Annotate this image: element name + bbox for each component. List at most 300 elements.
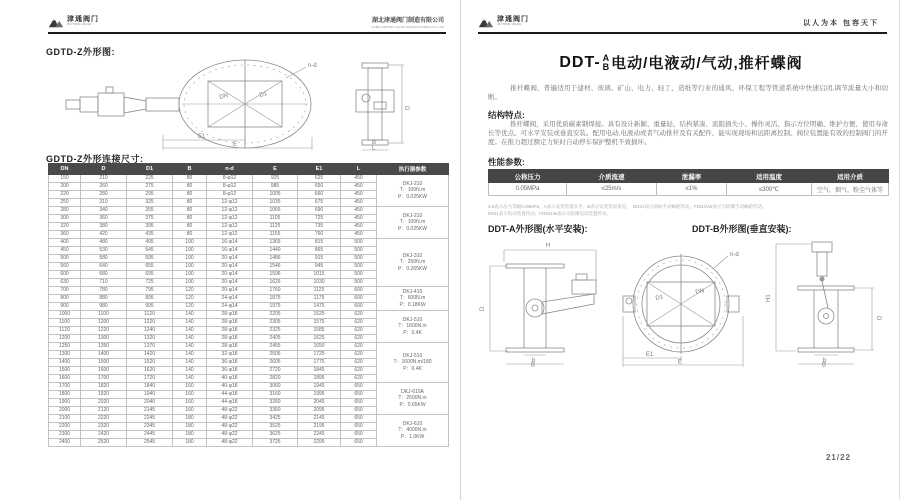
table-cell: 650	[341, 423, 377, 431]
logo-subtext: JIN TONG VALVE	[67, 22, 91, 26]
table-cell: 160	[173, 391, 207, 399]
table-cell: 1000	[49, 311, 81, 319]
table-cell: 1575	[298, 319, 341, 327]
logo-name: 津通阀门	[67, 16, 99, 23]
params-heading: 性能参数:	[488, 157, 525, 167]
actuator-params-cell: DKJ-610 T：4000N.m P：1.0KW	[377, 415, 449, 447]
table-cell: 2505	[253, 351, 298, 359]
intro-text: 推杆蝶阀，普遍适用于建材、玻璃、矿山、电力、轻工、造纸等行业的通风、环保工程等管道系统中快速启闭,调节流量大小和切断。	[488, 85, 888, 101]
table-cell: 3160	[253, 391, 298, 399]
table-cell: 2100	[49, 415, 81, 423]
table-cell: 600	[341, 295, 377, 303]
dim-c-h1: H1	[766, 294, 772, 302]
table-cell: 1155	[253, 231, 298, 239]
table-cell: 450	[341, 215, 377, 223]
table-cell: 1620	[127, 367, 173, 375]
dim-f-e1: E1	[646, 352, 654, 358]
perf-value-cell: ≤25m/s	[567, 183, 657, 196]
table-cell: 1240	[127, 327, 173, 335]
table-cell: 3525	[253, 423, 298, 431]
perf-column-header: 介质流速	[567, 170, 657, 183]
slogan-block	[803, 20, 879, 29]
table-cell: 1520	[127, 359, 173, 367]
table-cell: 945	[298, 263, 341, 271]
footnotes	[488, 203, 888, 217]
table-cell: 2720	[253, 367, 298, 375]
table-cell: 24-φ14	[207, 303, 253, 311]
logo-name: 津通阀门	[497, 16, 529, 23]
table-cell: 12-φ12	[207, 207, 253, 215]
table-cell: 12-φ12	[207, 199, 253, 207]
performance-table	[488, 169, 889, 196]
dim-a-b-small: b	[532, 358, 536, 364]
perf-value-cell: ≤300℃	[727, 183, 812, 196]
logo-text-block	[67, 16, 99, 26]
table-cell: 1015	[298, 271, 341, 279]
company-logo	[48, 16, 99, 29]
table-cell: 895	[127, 295, 173, 303]
actuator-params-cell: DKJ-310 T：250N.m P：0.265KW	[377, 239, 449, 287]
table-cell: 1125	[298, 287, 341, 295]
table-cell: 1920	[81, 391, 127, 399]
table-cell: 450	[341, 175, 377, 183]
dim-f-nd: n-d	[730, 252, 739, 258]
table-cell: 620	[341, 343, 377, 351]
dim-a-h: H	[546, 243, 551, 249]
column-header: L	[341, 164, 377, 175]
table-cell: 16-φ14	[207, 247, 253, 255]
table-cell: 1546	[253, 263, 298, 271]
table-cell: 2145	[298, 415, 341, 423]
table-cell: 980	[81, 303, 127, 311]
table-cell: 700	[49, 287, 81, 295]
dim-label-e: E	[233, 142, 238, 148]
table-cell: 2820	[253, 375, 298, 383]
table-cell: 1400	[81, 351, 127, 359]
dim-f-d1: D1	[655, 294, 664, 302]
table-cell: 695	[127, 271, 173, 279]
gdtd-z-drawing	[50, 57, 442, 151]
table-cell: 80	[173, 207, 207, 215]
table-cell: 1220	[81, 327, 127, 335]
table-cell: 2095	[298, 407, 341, 415]
table-cell: 200	[49, 183, 81, 191]
table-cell: 16-φ14	[207, 239, 253, 247]
table-cell: 650	[341, 431, 377, 439]
table-cell: 24-φ14	[207, 295, 253, 303]
table-cell: 1875	[253, 295, 298, 303]
table-cell: 1775	[298, 359, 341, 367]
table-cell: 8-φ12	[207, 191, 253, 199]
table-cell: 360	[81, 215, 127, 223]
column-header: n-d	[207, 164, 253, 175]
table-cell: 760	[298, 231, 341, 239]
table-cell: 2405	[253, 335, 298, 343]
table-cell: 630	[49, 279, 81, 287]
header-rule	[48, 32, 446, 34]
dim-c-b-small: b	[823, 358, 827, 364]
table-cell: 2040	[127, 399, 173, 407]
table-cell: 1700	[49, 383, 81, 391]
drawing-a-title: DDT-A外形图(水平安装):	[488, 224, 588, 234]
header-rule	[478, 32, 887, 34]
table-cell: 12-φ12	[207, 231, 253, 239]
table-cell: 140	[173, 319, 207, 327]
page-number: 21/22	[825, 453, 851, 462]
dim-label-nd: n-d	[308, 63, 317, 69]
table-cell: 2000	[49, 407, 81, 415]
dims-table-title: GDTD-Z外形连接尺寸:	[46, 154, 144, 164]
actuator-params-cell: DKJ-410 T：600N.m P：0.18KW	[377, 287, 449, 311]
slogan-text: 以人为本 包容天下	[803, 20, 879, 27]
table-cell: 640	[81, 263, 127, 271]
table-cell: 725	[127, 279, 173, 287]
table-cell: 120	[173, 295, 207, 303]
table-cell: 500	[341, 255, 377, 263]
table-cell: 2020	[81, 399, 127, 407]
table-cell: 865	[298, 247, 341, 255]
product-title	[462, 52, 900, 73]
table-cell: 1320	[127, 335, 173, 343]
table-cell: 2325	[253, 327, 298, 335]
table-cell: 1250	[49, 343, 81, 351]
logo-subtext: JIN TONG VALVE	[497, 22, 521, 26]
table-cell: 36-φ18	[207, 359, 253, 367]
table-cell: 160	[173, 407, 207, 415]
table-cell: 2305	[253, 319, 298, 327]
table-cell: 80	[173, 231, 207, 239]
table-cell: 620	[341, 375, 377, 383]
table-cell: 500	[341, 239, 377, 247]
table-cell: 2445	[127, 431, 173, 439]
table-cell: 1030	[298, 279, 341, 287]
table-cell: 450	[341, 183, 377, 191]
table-cell: 80	[173, 223, 207, 231]
table-cell: 48-φ22	[207, 415, 253, 423]
table-cell: 985	[253, 183, 298, 191]
table-cell: 1625	[298, 335, 341, 343]
column-header: 执行器参数	[377, 164, 449, 175]
table-cell: 1845	[298, 367, 341, 375]
table-cell: 1900	[49, 399, 81, 407]
table-cell: 650	[341, 383, 377, 391]
actuator-params-cell: DKJ-510 T：1600N.m/180 P：0.4K	[377, 343, 449, 383]
table-cell: 1975	[253, 303, 298, 311]
page-right	[462, 0, 900, 500]
table-cell: 650	[341, 439, 377, 447]
table-cell: 275	[127, 183, 173, 191]
footnote-line: D941表示电动装置传动，FD941W表示为防爆电动装置传动。	[488, 211, 612, 216]
table-cell: 80	[173, 199, 207, 207]
table-cell: 1100	[49, 319, 81, 327]
table-cell: 620	[341, 367, 377, 375]
table-cell: 620	[341, 359, 377, 367]
title-ab-stack	[603, 54, 610, 72]
table-cell: 600	[49, 271, 81, 279]
table-cell: 1945	[298, 383, 341, 391]
actuator-params-cell: DKJ-510 T：1600N.m P：0.4K	[377, 311, 449, 343]
table-cell: 1800	[49, 391, 81, 399]
table-cell: 180	[173, 423, 207, 431]
table-cell: 140	[173, 311, 207, 319]
table-row	[49, 287, 449, 295]
table-cell: 180	[173, 439, 207, 447]
table-cell: 180	[173, 415, 207, 423]
table-cell: 48-φ22	[207, 423, 253, 431]
dim-c-d: D	[875, 316, 881, 321]
table-cell: 2605	[253, 359, 298, 367]
performance-value-row	[489, 183, 889, 196]
table-cell: 120	[173, 303, 207, 311]
table-cell: 250	[49, 199, 81, 207]
perf-value-cell: ≤1%	[657, 183, 727, 196]
table-cell: 160	[173, 399, 207, 407]
dim-f-dn: DN	[695, 288, 705, 296]
table-cell: 80	[173, 175, 207, 183]
table-cell: 620	[341, 311, 377, 319]
table-cell: 1120	[127, 311, 173, 319]
perf-column-header: 公称压力	[489, 170, 567, 183]
table-cell: 340	[81, 207, 127, 215]
table-cell: 48-φ22	[207, 431, 253, 439]
table-cell: 100	[173, 279, 207, 287]
table-cell: 310	[81, 199, 127, 207]
dims-table-header-row	[49, 164, 449, 175]
table-cell: 995	[127, 303, 173, 311]
table-row	[49, 415, 449, 423]
table-cell: 815	[298, 239, 341, 247]
table-cell: 36-φ18	[207, 367, 253, 375]
table-cell: 2545	[127, 439, 173, 447]
table-cell: 780	[81, 287, 127, 295]
features-text: 推杆蝶阀，采用优质碳素钢焊接。具有设计新颖、重量轻、结构紧凑、流阻损失小、操作灵活、指示方位明确、维护方便、使用寿命长等优点。可水平安装或垂直安装。配用电动,电液动或者气动推杆及有关配件、能实现现场和远距离控制。阀位装置能有效的控制阀门的开度。在推力超过额定力矩时自动停车保护整机不致损坏。	[488, 121, 888, 146]
table-cell: 545	[127, 247, 173, 255]
perf-value-cell: 空气、烟气、粉尘气体等	[812, 183, 889, 196]
table-cell: 600	[341, 287, 377, 295]
table-cell: 1940	[127, 391, 173, 399]
table-cell: 1840	[127, 383, 173, 391]
table-cell: 48-φ22	[207, 407, 253, 415]
table-cell: 530	[81, 247, 127, 255]
table-cell: 2195	[298, 423, 341, 431]
table-cell: 620	[341, 351, 377, 359]
table-cell: 1365	[253, 239, 298, 247]
mountain-logo-icon	[478, 16, 494, 29]
table-cell: 660	[298, 191, 341, 199]
table-cell: 28-φ18	[207, 343, 253, 351]
table-cell: 140	[173, 367, 207, 375]
column-header: E	[253, 164, 298, 175]
table-cell: 28-φ18	[207, 311, 253, 319]
table-cell: 80	[173, 215, 207, 223]
table-cell: 1895	[298, 375, 341, 383]
table-cell: 1035	[253, 199, 298, 207]
table-cell: 1500	[81, 359, 127, 367]
table-cell: 2120	[81, 407, 127, 415]
table-cell: 1400	[49, 359, 81, 367]
table-cell: 140	[173, 327, 207, 335]
table-cell: 1370	[127, 343, 173, 351]
table-cell: 360	[49, 231, 81, 239]
table-cell: 595	[127, 255, 173, 263]
table-cell: 2520	[81, 439, 127, 447]
table-cell: 44-φ18	[207, 399, 253, 407]
table-cell: 28-φ18	[207, 319, 253, 327]
table-cell: 400	[49, 239, 81, 247]
table-cell: 1220	[127, 319, 173, 327]
title-suffix: 电动/电液动/气动,推杆蝶阀	[611, 55, 803, 72]
table-cell: 225	[127, 175, 173, 183]
table-cell: 1720	[127, 375, 173, 383]
table-cell: 500	[341, 271, 377, 279]
table-cell: 395	[127, 223, 173, 231]
table-cell: 650	[341, 407, 377, 415]
table-cell: 2245	[298, 431, 341, 439]
table-cell: 1585	[298, 327, 341, 335]
title-prefix: DDT-	[559, 53, 601, 71]
table-cell: 1105	[253, 215, 298, 223]
logo-text-block	[497, 16, 529, 26]
dim-label-d: D	[403, 106, 409, 111]
table-cell: 795	[127, 287, 173, 295]
column-header: DN	[49, 164, 81, 175]
table-cell: 28-φ18	[207, 335, 253, 343]
actuator-params-cell: DKJ-210 T：100N.m P：0.025KW	[377, 207, 449, 239]
table-cell: 2145	[127, 407, 173, 415]
table-cell: 1475	[298, 303, 341, 311]
table-cell: 915	[298, 255, 341, 263]
table-cell: 1760	[253, 287, 298, 295]
table-cell: 580	[81, 255, 127, 263]
dim-a-b: B	[531, 362, 536, 368]
perf-column-header: 适用介质	[812, 170, 889, 183]
dim-label-b: B	[372, 140, 377, 146]
table-cell: 48-φ22	[207, 439, 253, 447]
table-cell: 3625	[253, 431, 298, 439]
column-header: D	[81, 164, 127, 175]
table-cell: 80	[173, 183, 207, 191]
table-cell: 40-φ18	[207, 383, 253, 391]
table-cell: 3425	[253, 415, 298, 423]
table-row	[49, 343, 449, 351]
table-cell: 220	[49, 191, 81, 199]
table-cell: 20-φ14	[207, 279, 253, 287]
table-row	[49, 311, 449, 319]
table-cell: 1725	[298, 351, 341, 359]
dim-c-b: B	[822, 362, 827, 368]
table-cell: 1100	[81, 311, 127, 319]
company-name-cn: 湖北津通阀门制造有限公司	[371, 18, 444, 24]
perf-column-header: 适用温度	[727, 170, 812, 183]
table-cell: 500	[341, 279, 377, 287]
table-cell: 1175	[298, 295, 341, 303]
ddt-drawings	[476, 236, 888, 368]
table-cell: 650	[341, 415, 377, 423]
company-name-en: HUBEI JINTONG VALVE MANUFACTURING CO.,LTD	[371, 24, 444, 29]
table-cell: 680	[81, 271, 127, 279]
table-cell: 300	[49, 215, 81, 223]
table-cell: 1200	[81, 319, 127, 327]
table-cell: 435	[127, 231, 173, 239]
table-cell: 1820	[81, 383, 127, 391]
table-cell: 120	[173, 287, 207, 295]
table-cell: 28-φ18	[207, 327, 253, 335]
table-cell: 140	[173, 351, 207, 359]
dim-f-e: E	[678, 359, 683, 366]
table-cell: 1995	[298, 391, 341, 399]
table-cell: 1500	[49, 367, 81, 375]
table-cell: 2220	[81, 415, 127, 423]
table-cell: 2455	[253, 343, 298, 351]
table-cell: 3260	[253, 399, 298, 407]
table-row	[49, 207, 449, 215]
perf-value-cell: 0.05MPa	[489, 183, 567, 196]
table-cell: 2320	[81, 423, 127, 431]
table-cell: 735	[298, 223, 341, 231]
table-cell: 160	[173, 383, 207, 391]
table-cell: 500	[341, 263, 377, 271]
table-cell: 20-φ14	[207, 263, 253, 271]
table-cell: 2245	[127, 415, 173, 423]
table-cell: 2345	[127, 423, 173, 431]
table-cell: 1626	[253, 279, 298, 287]
table-cell: 650	[341, 391, 377, 399]
table-cell: 710	[81, 279, 127, 287]
table-cell: 20-φ14	[207, 255, 253, 263]
actuator-params-cell: DKJ-610A T：2500N.m P：0.65KW	[377, 383, 449, 415]
footnote-line: 0.5表示压力等级0.05MPa，A表示安装管道水平，B表示安装管道垂直。 DD41表示国标手动蜗轮传动，FDD41W表示为防爆手动蜗轮传动。	[488, 204, 767, 209]
intro-paragraph	[488, 84, 888, 102]
table-cell: 20-φ14	[207, 271, 253, 279]
table-cell: 12-φ12	[207, 223, 253, 231]
features-heading: 结构特点:	[488, 110, 525, 120]
table-cell: 480	[81, 239, 127, 247]
table-cell: 1005	[253, 191, 298, 199]
table-cell: 180	[173, 431, 207, 439]
table-cell: 8-φ12	[207, 175, 253, 183]
table-cell: 375	[127, 215, 173, 223]
table-row	[49, 383, 449, 391]
table-row	[49, 239, 449, 247]
table-cell: 12-φ12	[207, 215, 253, 223]
table-cell: 44-φ18	[207, 391, 253, 399]
table-cell: 600	[341, 303, 377, 311]
table-cell: 1525	[298, 311, 341, 319]
table-cell: 1200	[49, 335, 81, 343]
company-logo	[478, 16, 529, 29]
table-cell: 1600	[81, 367, 127, 375]
table-cell: 925	[253, 175, 298, 183]
table-cell: 3725	[253, 439, 298, 447]
table-cell: 2420	[81, 431, 127, 439]
table-cell: 2045	[298, 399, 341, 407]
table-cell: 655	[127, 263, 173, 271]
table-cell: 1486	[253, 255, 298, 263]
table-row	[49, 175, 449, 183]
table-cell: 100	[173, 263, 207, 271]
table-cell: 2200	[49, 423, 81, 431]
table-cell: 3060	[253, 383, 298, 391]
perf-column-header: 泄漏率	[657, 170, 727, 183]
table-cell: 1300	[49, 351, 81, 359]
table-cell: 800	[49, 295, 81, 303]
table-cell: 1350	[81, 343, 127, 351]
table-cell: 100	[173, 247, 207, 255]
table-cell: 450	[341, 223, 377, 231]
table-cell: 140	[173, 335, 207, 343]
table-cell: 450	[341, 207, 377, 215]
table-cell: 280	[49, 207, 81, 215]
